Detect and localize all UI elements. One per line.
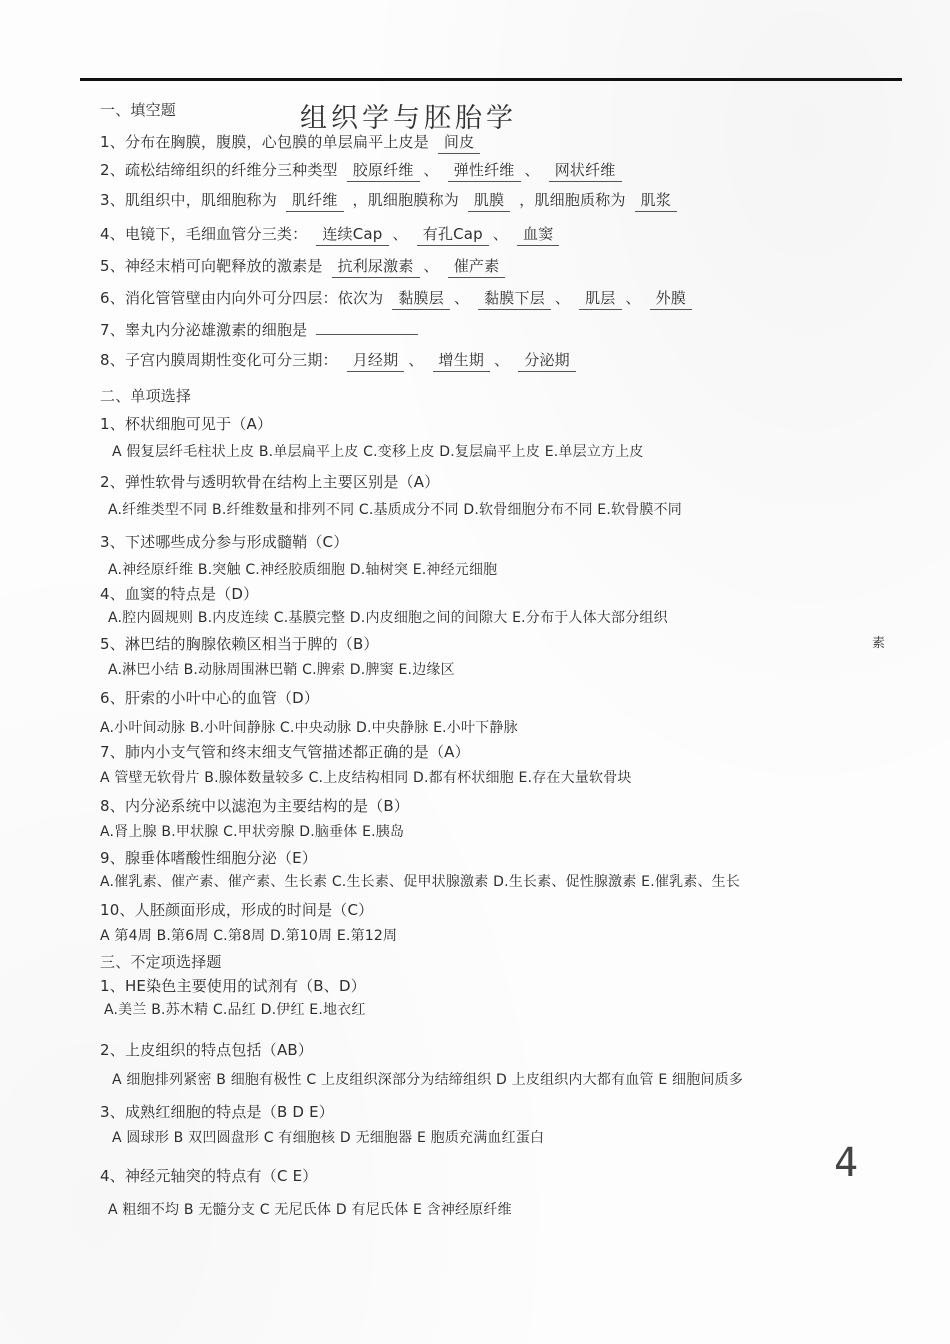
fill-question-6: 6、消化管管壁由内向外可分四层：依次为 黏膜层 、 黏膜下层 、 肌层 、 外膜 (100, 288, 696, 310)
multi-question-1: 1、HE染色主要使用的试剂有（B、D） (100, 977, 366, 995)
fill-question-7 (100, 320, 422, 340)
answer-blank: 连续Cap (316, 224, 388, 246)
question-text: ，肌细胞膜称为 (352, 191, 459, 209)
single-question-3: 3、下述哪些成分参与形成髓鞘（C） (100, 533, 349, 551)
single-question-4: 4、血窦的特点是（D） (100, 585, 259, 603)
fill-question-4: 4、电镜下，毛细血管分三类： 连续Cap 、 有孔Cap 、 血窦 (100, 224, 563, 246)
section-heading-multi: 三、不定项选择题 (100, 953, 222, 971)
fill-question-1 (100, 132, 484, 154)
single-options-10: A 第4周 B.第6周 C.第8周 D.第10周 E.第12周 (100, 928, 398, 944)
answer-blank: 增生期 (433, 350, 491, 372)
question-text: 8、子宫内膜周期性变化可分三期： (100, 351, 338, 369)
question-text: 5、神经末梢可向靶释放的激素是 (100, 257, 323, 275)
top-rule (80, 78, 902, 81)
question-text: 3、肌组织中，肌细胞称为 (100, 191, 277, 209)
multi-options-2: A 细胞排列紧密 B 细胞有极性 C 上皮组织深部分为结缔组织 D 上皮组织内大都有血管 E 细胞间质多 (112, 1072, 744, 1088)
answer-blank: 外膜 (650, 288, 692, 310)
single-question-1: 1、杯状细胞可见于（A） (100, 415, 273, 433)
answer-blank: 间皮 (438, 132, 480, 154)
answer-blank: 肌浆 (635, 190, 677, 212)
multi-options-1: A.美兰 B.苏木精 C.品红 D.伊红 E.地衣红 (104, 1002, 366, 1018)
section-heading-fill: 一、填空题 (100, 101, 177, 119)
answer-blank: 血窦 (517, 224, 559, 246)
answer-blank: 肌层 (579, 288, 621, 310)
answer-blank: 催产素 (448, 256, 506, 278)
single-question-5: 5、淋巴结的胸腺依赖区相当于脾的（B） (100, 635, 379, 653)
question-text: 1、分布在胸膜，腹膜，心包膜的单层扁平上皮是 (100, 133, 429, 151)
single-options-6: A.小叶间动脉 B.小叶间静脉 C.中央动脉 D.中央静脉 E.小叶下静脉 (100, 720, 518, 736)
answer-blank: 胶原纤维 (347, 160, 420, 182)
question-text: 6、消化管管壁由内向外可分四层：依次为 (100, 289, 384, 307)
answer-blank: 肌纤维 (286, 190, 344, 212)
single-options-5: A.淋巴小结 B.动脉周围淋巴鞘 C.脾索 D.脾窦 E.边缘区 (108, 662, 455, 678)
question-text: ，肌细胞质称为 (519, 191, 626, 209)
multi-question-2: 2、上皮组织的特点包括（AB） (100, 1041, 314, 1059)
page-title: 组织学与胚胎学 (300, 103, 517, 134)
question-text: 4、电镜下，毛细血管分三类： (100, 225, 308, 243)
multi-options-4: A 粗细不均 B 无髓分支 C 无尼氏体 D 有尼氏体 E 含神经原纤维 (108, 1202, 512, 1218)
margin-note: 素 (872, 636, 886, 651)
answer-blank: 分泌期 (518, 350, 576, 372)
page-number: 4 (834, 1140, 859, 1186)
answer-blank: 弹性纤维 (448, 160, 521, 182)
answer-blank: 肌膜 (468, 190, 510, 212)
answer-blank: 月经期 (347, 350, 405, 372)
single-question-7: 7、肺内小支气管和终末细支气管描述都正确的是（A） (100, 743, 470, 761)
single-options-1: A 假复层纤毛柱状上皮 B.单层扁平上皮 C.变移上皮 D.复层扁平上皮 E.单层立方上皮 (112, 444, 644, 460)
single-question-6: 6、肝索的小叶中心的血管（D） (100, 689, 320, 707)
question-text: 2、疏松结缔组织的纤维分三种类型 (100, 161, 338, 179)
single-options-7: A 管壁无软骨片 B.腺体数量较多 C.上皮结构相同 D.都有杯状细胞 E.存在大量软骨块 (100, 770, 632, 786)
answer-blank (316, 333, 418, 335)
single-options-9: A.催乳素、催产素、催产素、生长素 C.生长素、促甲状腺激素 D.生长素、促性腺激素 E.催乳素、生长 (100, 874, 741, 890)
fill-question-3 (100, 190, 681, 212)
answer-blank: 抗利尿激素 (332, 256, 420, 278)
answer-blank: 黏膜下层 (478, 288, 551, 310)
single-options-2: A.纤维类型不同 B.纤维数量和排列不同 C.基质成分不同 D.软骨细胞分布不同 E.软骨膜不同 (108, 502, 682, 518)
answer-blank: 有孔Cap (417, 224, 489, 246)
answer-blank: 网状纤维 (549, 160, 622, 182)
single-options-3: A.神经原纤维 B.突触 C.神经胶质细胞 D.轴树突 E.神经元细胞 (108, 562, 498, 578)
question-text: 7、睾丸内分泌雄激素的细胞是 (100, 321, 308, 339)
section-heading-single: 二、单项选择 (100, 387, 192, 405)
multi-question-3: 3、成熟红细胞的特点是（B D E） (100, 1103, 334, 1121)
single-question-8: 8、内分泌系统中以滤泡为主要结构的是（B） (100, 797, 410, 815)
single-question-10: 10、人胚颜面形成，形成的时间是（C） (100, 901, 374, 919)
single-options-8: A.肾上腺 B.甲状腺 C.甲状旁腺 D.脑垂体 E.胰岛 (100, 824, 405, 840)
single-options-4: A.腔内圆规则 B.内皮连续 C.基膜完整 D.内皮细胞之间的间隙大 E.分布于人体大部分组织 (108, 610, 668, 626)
fill-question-5: 5、神经末梢可向靶释放的激素是 抗利尿激素 、 催产素 (100, 256, 509, 278)
fill-question-8: 8、子宫内膜周期性变化可分三期： 月经期 、 增生期 、 分泌期 (100, 350, 580, 372)
answer-blank: 黏膜层 (392, 288, 450, 310)
single-question-2: 2、弹性软骨与透明软骨在结构上主要区别是（A） (100, 473, 440, 491)
single-question-9: 9、腺垂体嗜酸性细胞分泌（E） (100, 849, 318, 867)
fill-question-2: 2、疏松结缔组织的纤维分三种类型 胶原纤维 、 弹性纤维 、 网状纤维 (100, 160, 626, 182)
multi-question-4: 4、神经元轴突的特点有（C E） (100, 1167, 318, 1185)
multi-options-3: A 圆球形 B 双凹圆盘形 C 有细胞核 D 无细胞器 E 胞质充满血红蛋白 (112, 1130, 545, 1146)
